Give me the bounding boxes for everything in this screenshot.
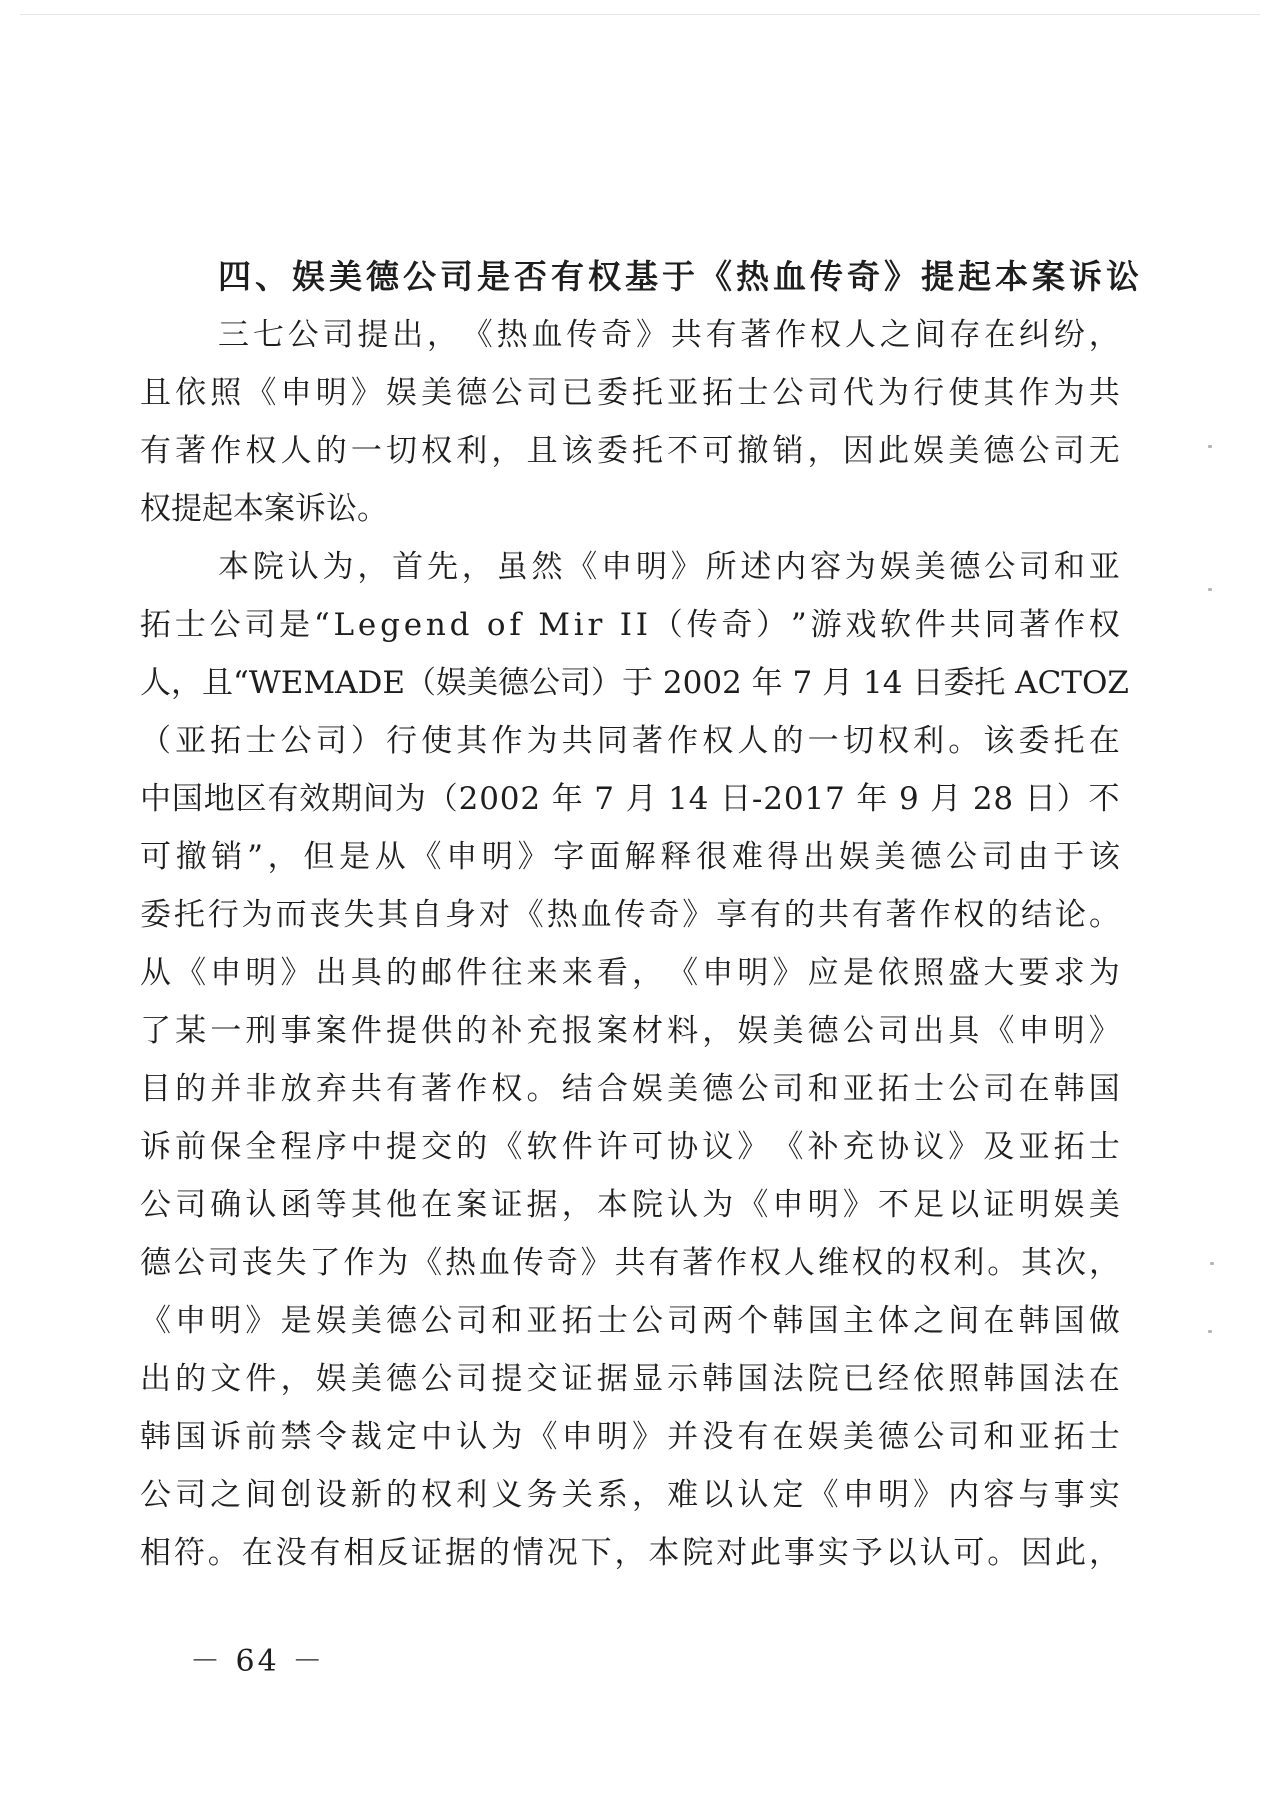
text-line: 有 著 作 权 人 的 一 切 权 利 ， 且 该 委 托 不 可 撤 销 ， 因 此 娱 美 德 公 司 无 (140, 433, 1120, 469)
text-line: 中 国 地 区 有 效 期 间 为 （ 2 0 0 2 年 7 月 1 4 日 - 2 0 1 7 年 9 月 2 8 日 ） 不 (140, 781, 1120, 817)
text-line: 拓 士 公 司 是 “ L e g e n d o f M i r I I （ 传 奇 ） ” 游 戏 软 件 共 同 著 作 权 (140, 607, 1120, 643)
section-heading: 四、娱美德公司是否有权基于《热血传奇》提起本案诉讼 (218, 257, 1143, 296)
text-line: 德 公 司 丧 失 了 作 为 《 热 血 传 奇 》 共 有 著 作 权 人 维 权 的 权 利 。 其 次 ， (140, 1245, 1120, 1281)
scan-speck (1208, 445, 1212, 448)
text-line: 可 撤 销 ” ， 但 是 从 《 申 明 》 字 面 解 释 很 难 得 出 娱 美 德 公 司 由 于 该 (140, 839, 1120, 875)
document-body (140, 248, 1143, 1582)
text-line: （ 亚 拓 士 公 司 ） 行 使 其 作 为 共 同 著 作 权 人 的 一 切 权 利 。 该 委 托 在 (140, 723, 1120, 759)
text-line: 从 《 申 明 》 出 具 的 邮 件 往 来 来 看 ， 《 申 明 》 应 是 依 照 盛 大 要 求 为 (140, 955, 1120, 991)
text-line: 韩 国 诉 前 禁 令 裁 定 中 认 为 《 申 明 》 并 没 有 在 娱 美 德 公 司 和 亚 拓 士 (140, 1419, 1120, 1455)
text-line: 出 的 文 件 ， 娱 美 德 公 司 提 交 证 据 显 示 韩 国 法 院 已 经 依 照 韩 国 法 在 (140, 1361, 1120, 1397)
text-line: 本 院 认 为 ， 首 先 ， 虽 然 《 申 明 》 所 述 内 容 为 娱 美 德 公 司 和 亚 (218, 549, 1120, 585)
text-line: 了 某 一 刑 事 案 件 提 供 的 补 充 报 案 材 料 ， 娱 美 德 公 司 出 具 《 申 明 》 (140, 1013, 1120, 1049)
text-line: 公 司 之 间 创 设 新 的 权 利 义 务 关 系 ， 难 以 认 定 《 申 明 》 内 容 与 事 实 (140, 1477, 1120, 1513)
scan-speck (1210, 1262, 1214, 1265)
page-number: － 64 － (190, 1644, 326, 1679)
text-line: 三 七 公 司 提 出 ， 《 热 血 传 奇 》 共 有 著 作 权 人 之 间 存 在 纠 纷 ， (218, 317, 1120, 353)
text-line: 诉 前 保 全 程 序 中 提 交 的 《 软 件 许 可 协 议 》 《 补 充 协 议 》 及 亚 拓 士 (140, 1129, 1120, 1165)
text-line: 权提起本案诉讼。 (140, 491, 388, 527)
scan-speck (1208, 588, 1212, 591)
scan-speck (1208, 1330, 1212, 1333)
text-line: 目 的 并 非 放 弃 共 有 著 作 权 。 结 合 娱 美 德 公 司 和 亚 拓 士 公 司 在 韩 国 (140, 1071, 1120, 1107)
text-line: 委 托 行 为 而 丧 失 其 自 身 对 《 热 血 传 奇 》 享 有 的 共 有 著 作 权 的 结 论 。 (140, 897, 1120, 933)
text-line: 人 ， 且 “ W E M A D E （ 娱 美 德 公 司 ） 于 2 0 0 2 年 7 月 1 4 日 委 托 A C T O Z (140, 665, 1129, 701)
text-line: 《 申 明 》 是 娱 美 德 公 司 和 亚 拓 士 公 司 两 个 韩 国 主 体 之 间 在 韩 国 做 (140, 1303, 1120, 1339)
paragraph-objection (140, 306, 1120, 538)
text-line: 相 符 。 在 没 有 相 反 证 据 的 情 况 下 ， 本 院 对 此 事 实 予 以 认 可 。 因 此 ， (140, 1535, 1120, 1571)
paragraph-court-opinion (140, 538, 1129, 1582)
text-line: 公 司 确 认 函 等 其 他 在 案 证 据 ， 本 院 认 为 《 申 明 》 不 足 以 证 明 娱 美 (140, 1187, 1120, 1223)
scan-top-edge (20, 14, 1260, 15)
text-line: 且 依 照 《 申 明 》 娱 美 德 公 司 已 委 托 亚 拓 士 公 司 代 为 行 使 其 作 为 共 (140, 375, 1120, 411)
